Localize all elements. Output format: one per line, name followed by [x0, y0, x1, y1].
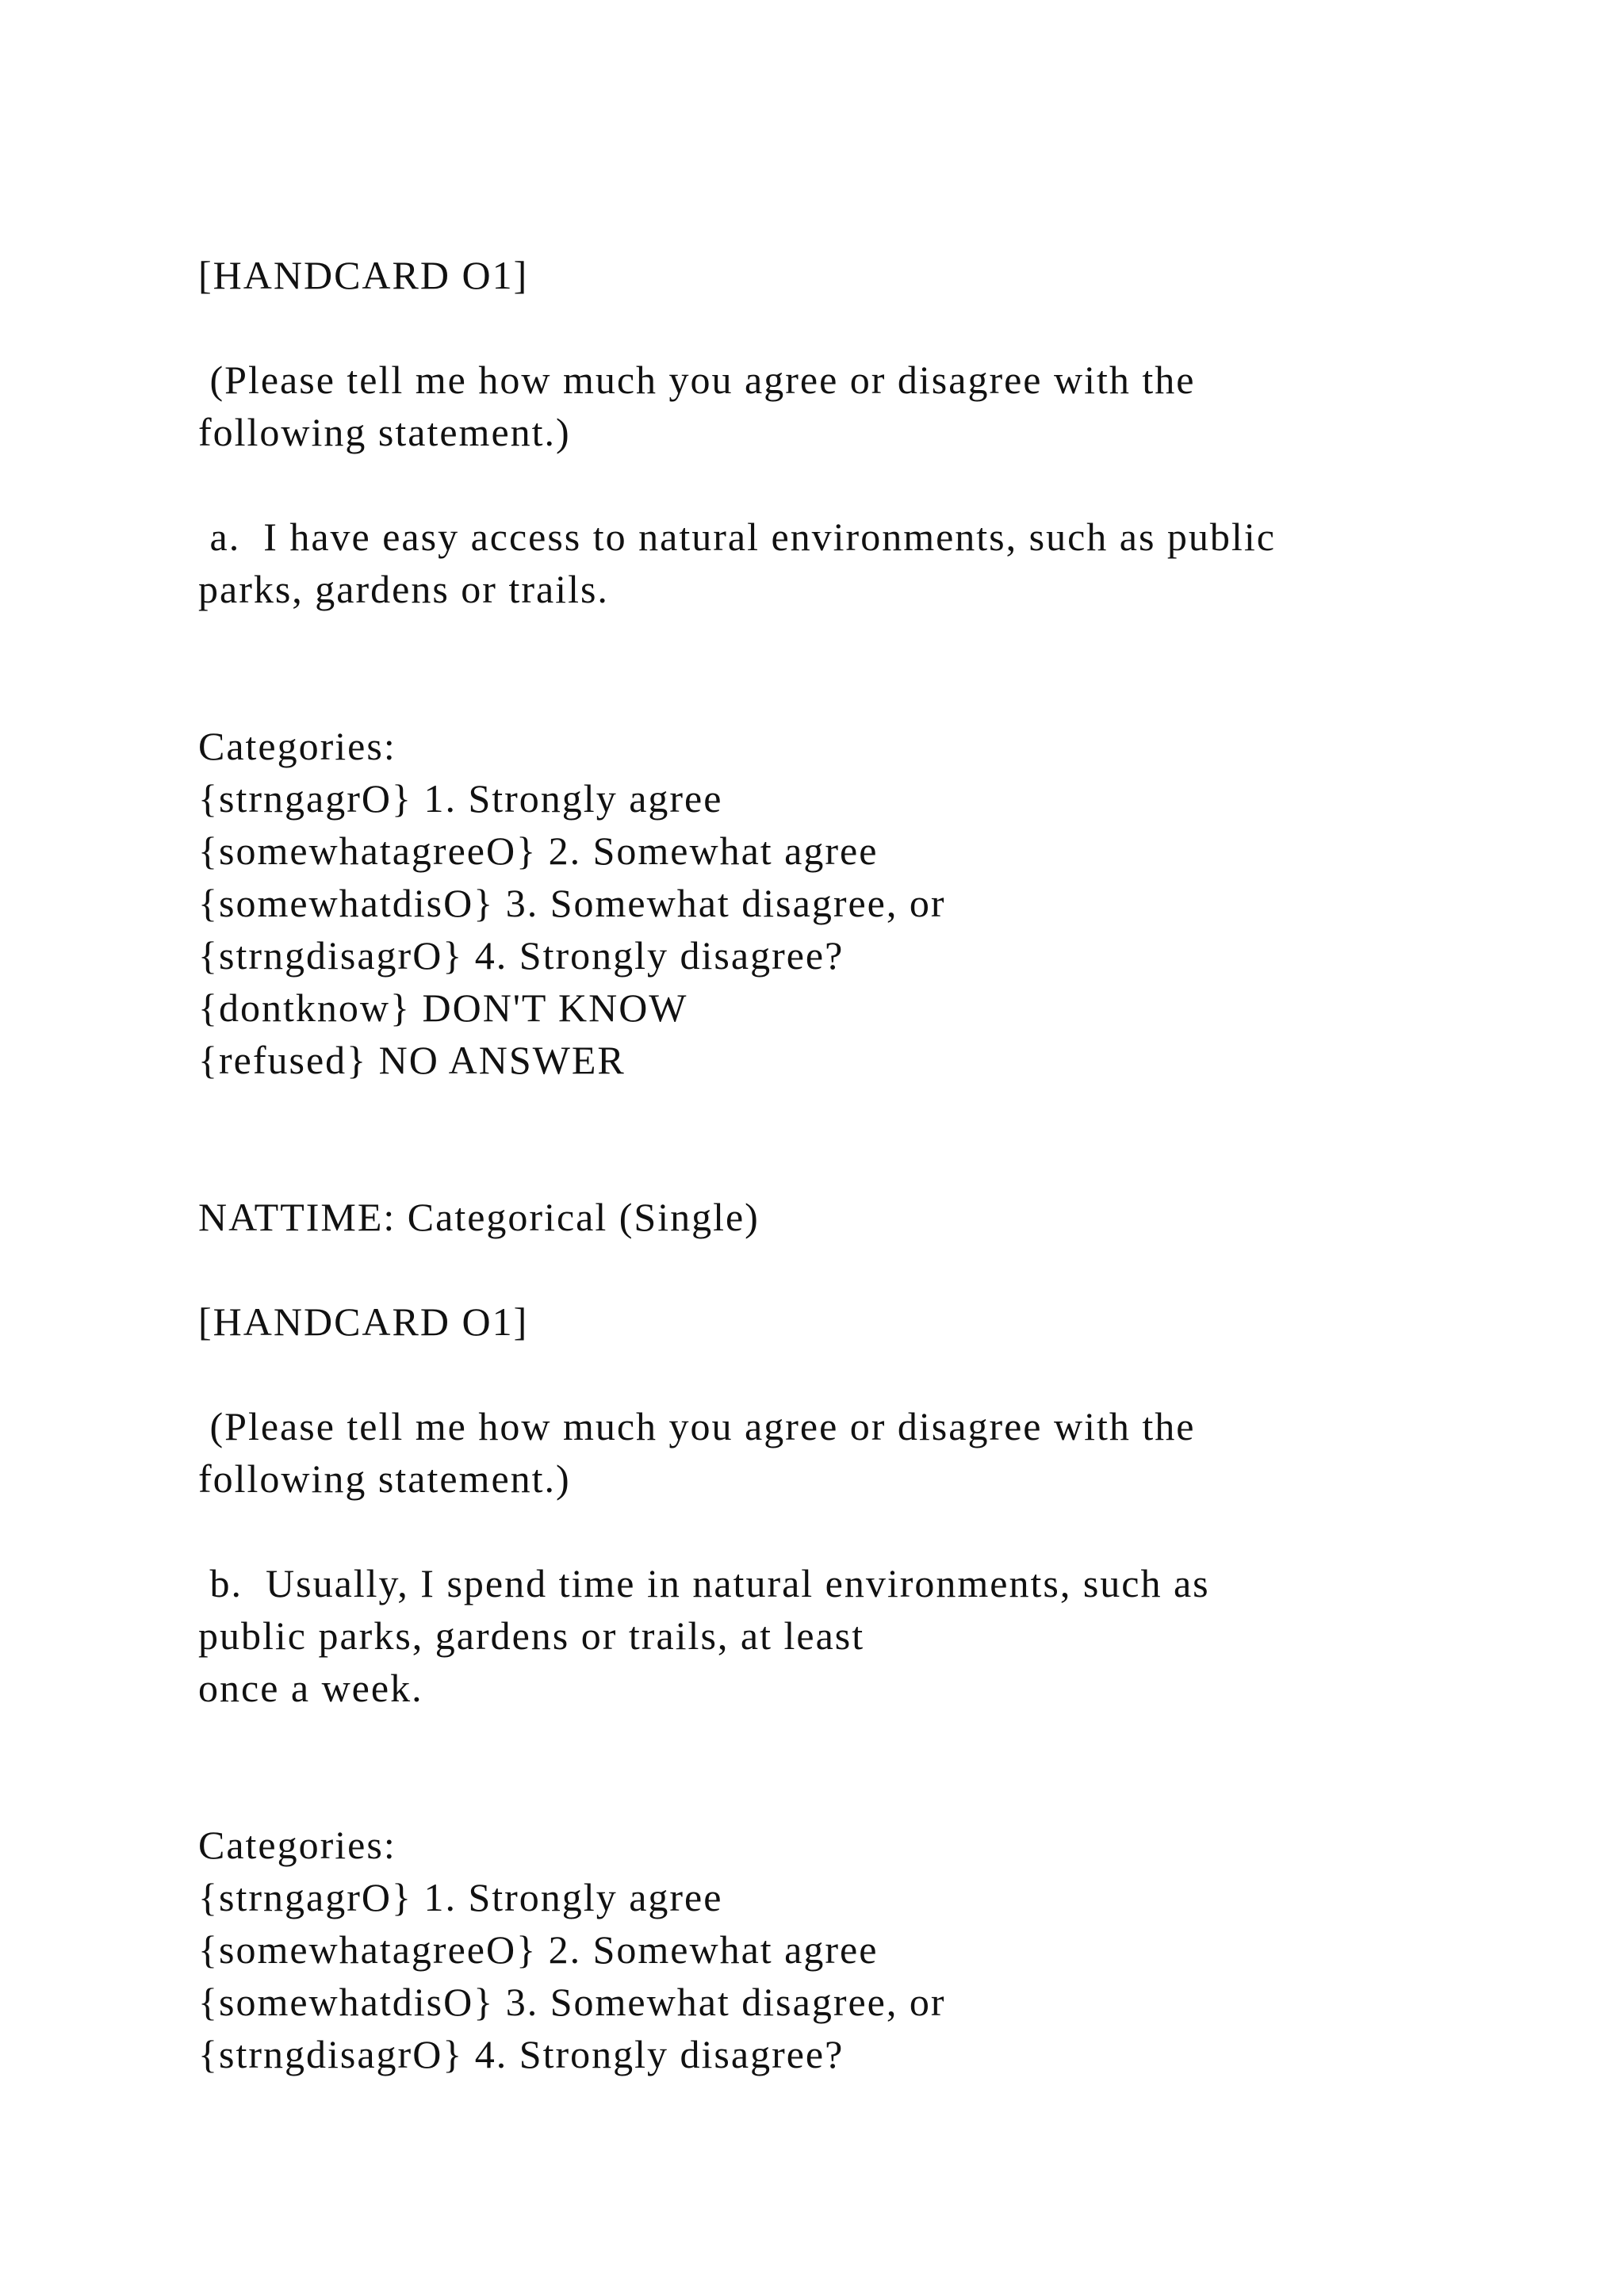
question-prompt-line: (Please tell me how much you agree or disagree with the [198, 1404, 1196, 1448]
handcard-label: [HANDCARD O1] [198, 1299, 529, 1344]
statement-line: parks, gardens or trails. [198, 567, 609, 611]
category-option: {somewhatdisO} 3. Somewhat disagree, or [198, 1980, 946, 2024]
statement-line: once a week. [198, 1666, 423, 1710]
category-option: {strngagrO} 1. Strongly agree [198, 1875, 723, 1919]
statement-line: b. Usually, I spend time in natural environments, such as [198, 1561, 1210, 1605]
category-option: {strngdisagrO} 4. Strongly disagree? [198, 2032, 845, 2076]
category-option: {somewhatagreeO} 2. Somewhat agree [198, 828, 879, 873]
statement-line: a. I have easy access to natural environments, such as public [198, 515, 1276, 559]
category-option: {strngagrO} 1. Strongly agree [198, 776, 723, 821]
category-option: {somewhatdisO} 3. Somewhat disagree, or [198, 881, 946, 925]
category-option: {somewhatagreeO} 2. Somewhat agree [198, 1927, 879, 1972]
variable-heading: NATTIME: Categorical (Single) [198, 1195, 760, 1239]
categories-heading: Categories: [198, 724, 396, 768]
categories-heading: Categories: [198, 1823, 396, 1867]
question-prompt-line: following statement.) [198, 410, 571, 454]
category-option: {dontknow} DON'T KNOW [198, 985, 688, 1030]
question-prompt-line: following statement.) [198, 1456, 571, 1501]
handcard-label: [HANDCARD O1] [198, 253, 529, 297]
category-option: {refused} NO ANSWER [198, 1038, 626, 1082]
category-option: {strngdisagrO} 4. Strongly disagree? [198, 933, 845, 978]
statement-line: public parks, gardens or trails, at least [198, 1613, 865, 1658]
question-prompt-line: (Please tell me how much you agree or disagree with the [198, 358, 1196, 402]
